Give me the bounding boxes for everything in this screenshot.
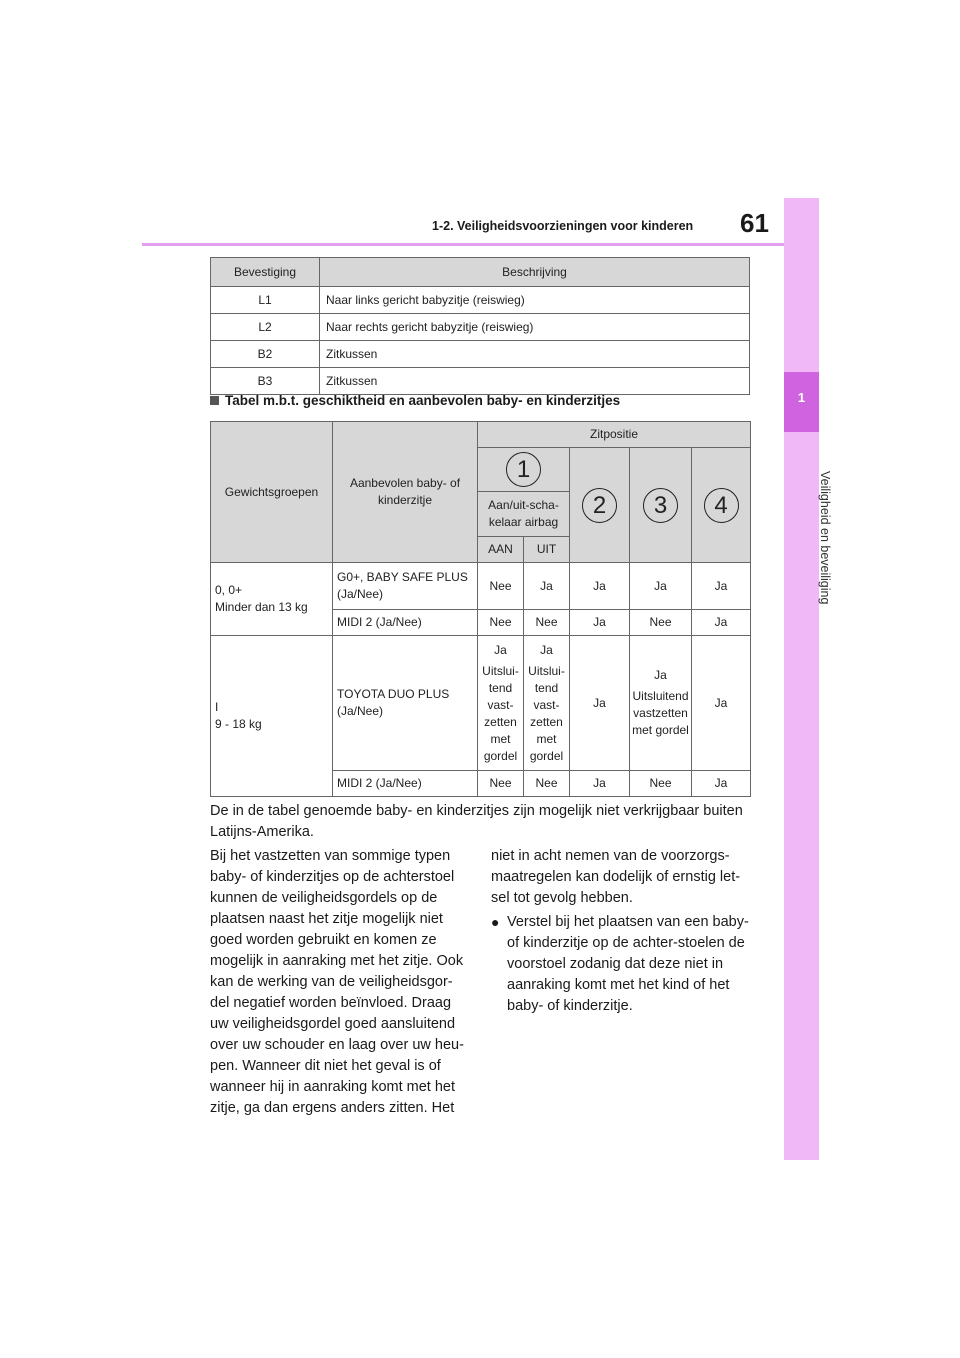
value-cell: Ja xyxy=(692,563,751,610)
position-4-cell xyxy=(692,448,751,563)
position-3-cell xyxy=(630,448,692,563)
body-paragraph-left: Bij het vastzetten van sommige typen baby- of kinderzitjes op de achterstoel kunnen de veiligheidsgordels op de plaatsen naast het zitje mogelijk niet goed worden gebruikt en komen ze mogelijk in aanraking met het zitje. Ook kan de werking van de veiligheidsgor-del negatief worden beïnvloed. Draag uw veiligheidsgordel goed aansluitend over uw schouder en laag over uw heu-pen. Wanneer dit niet het geval is of wanneer hij in aanraking komt met het zitje, ga dan ergens anders zitten. Het xyxy=(210,848,464,1116)
table-row xyxy=(211,368,750,395)
recommended-seat: MIDI 2 (Ja/Nee) xyxy=(333,610,478,636)
airbag-switch-header: Aan/uit-scha-kelaar airbag xyxy=(478,492,570,537)
availability-note: De in de tabel genoemde baby- en kinderzitjes zijn mogelijk niet verkrijgbaar buiten Latijns-Amerika. xyxy=(210,803,743,840)
bullet-dot-icon: ● xyxy=(491,914,500,930)
value-text: Ja xyxy=(654,668,667,682)
position-2-cell xyxy=(570,448,630,563)
suitability-table xyxy=(210,421,751,797)
weight-group-name: 0, 0+ xyxy=(215,583,243,597)
weight-group-cell xyxy=(211,563,333,636)
value-note: Uitslui-tend vast-zetten met gordel xyxy=(482,663,519,763)
position-1-icon: 1 xyxy=(506,452,541,487)
table-row xyxy=(211,636,751,771)
table-row xyxy=(211,341,750,368)
airbag-on-header: AAN xyxy=(478,537,524,563)
value-text: Ja xyxy=(540,642,553,657)
column-header: Bevestiging xyxy=(211,258,320,287)
value-cell: Nee xyxy=(478,771,524,797)
table-header-row xyxy=(211,258,750,287)
value-cell: Nee xyxy=(478,563,524,610)
section-heading xyxy=(210,393,620,408)
value-note: Uitslui-tend vast-zetten met gordel xyxy=(528,663,565,763)
position-2-icon: 2 xyxy=(582,488,617,523)
value-cell: Nee xyxy=(630,610,692,636)
fastening-description: Zitkussen xyxy=(320,341,750,368)
bullet-text: Verstel bij het plaatsen van een baby- of kinderzitje op de achter-stoelen de voorstoel zodanig dat deze niet in aanraking komt met het kind of het baby- of kinderzitje. xyxy=(507,914,749,1014)
page-number: 61 xyxy=(740,208,769,238)
chapter-number: 1 xyxy=(797,390,806,405)
position-4-icon: 4 xyxy=(704,488,739,523)
chapter-label: Veiligheid en beveiliging xyxy=(818,471,832,605)
table-header-row xyxy=(211,422,751,448)
section-heading-text: Tabel m.b.t. geschiktheid en aanbevolen baby- en kinderzitjes xyxy=(225,393,621,408)
body-paragraph-right: niet in acht nemen van de voorzorgs-maatregelen kan dodelijk of ernstig let-sel tot gevolg hebben. xyxy=(491,848,741,906)
recommended-seat: MIDI 2 (Ja/Nee) xyxy=(333,771,478,797)
weight-groups-header: Gewichtsgroepen xyxy=(211,422,333,563)
value-cell: Ja xyxy=(692,636,751,771)
fastening-code: L2 xyxy=(211,314,320,341)
value-cell xyxy=(630,636,692,771)
value-cell xyxy=(524,636,570,771)
bullet-item xyxy=(491,912,751,1017)
header-rule xyxy=(142,243,784,246)
value-cell: Ja xyxy=(570,610,630,636)
table-row xyxy=(211,563,751,610)
square-bullet-icon xyxy=(210,396,219,405)
weight-group-name: I xyxy=(215,700,219,714)
weight-group-range: Minder dan 13 kg xyxy=(215,600,308,614)
value-cell: Nee xyxy=(478,610,524,636)
position-1-cell xyxy=(478,448,570,492)
fastening-code: B2 xyxy=(211,341,320,368)
recommended-seat: TOYOTA DUO PLUS (Ja/Nee) xyxy=(333,636,478,771)
value-cell: Nee xyxy=(524,610,570,636)
table-row xyxy=(211,314,750,341)
fastening-code: B3 xyxy=(211,368,320,395)
airbag-off-header: UIT xyxy=(524,537,570,563)
value-cell: Ja xyxy=(570,563,630,610)
seat-position-header: Zitpositie xyxy=(478,422,751,448)
fastening-code: L1 xyxy=(211,287,320,314)
value-cell: Ja xyxy=(524,563,570,610)
column-header: Beschrijving xyxy=(320,258,750,287)
position-3-icon: 3 xyxy=(643,488,678,523)
value-cell: Ja xyxy=(692,610,751,636)
table-row xyxy=(211,287,750,314)
value-cell: Ja xyxy=(692,771,751,797)
value-text: Ja xyxy=(494,642,507,657)
weight-group-cell xyxy=(211,636,333,797)
value-cell: Nee xyxy=(630,771,692,797)
value-cell: Ja xyxy=(570,771,630,797)
section-title: 1-2. Veiligheidsvoorzieningen voor kinderen xyxy=(432,219,694,233)
recommended-seat: G0+, BABY SAFE PLUS (Ja/Nee) xyxy=(333,563,478,610)
value-cell xyxy=(478,636,524,771)
value-note: Uitsluitend vastzetten met gordel xyxy=(632,689,689,737)
fastening-description: Zitkussen xyxy=(320,368,750,395)
value-cell: Ja xyxy=(630,563,692,610)
fastening-table xyxy=(210,257,750,395)
value-cell: Ja xyxy=(570,636,630,771)
fastening-description: Naar rechts gericht babyzitje (reiswieg) xyxy=(320,314,750,341)
fastening-description: Naar links gericht babyzitje (reiswieg) xyxy=(320,287,750,314)
value-cell: Nee xyxy=(524,771,570,797)
weight-group-range: 9 - 18 kg xyxy=(215,717,262,731)
chapter-side-tab xyxy=(784,198,819,1160)
recommended-seat-header: Aanbevolen baby- of kinderzitje xyxy=(333,422,478,563)
